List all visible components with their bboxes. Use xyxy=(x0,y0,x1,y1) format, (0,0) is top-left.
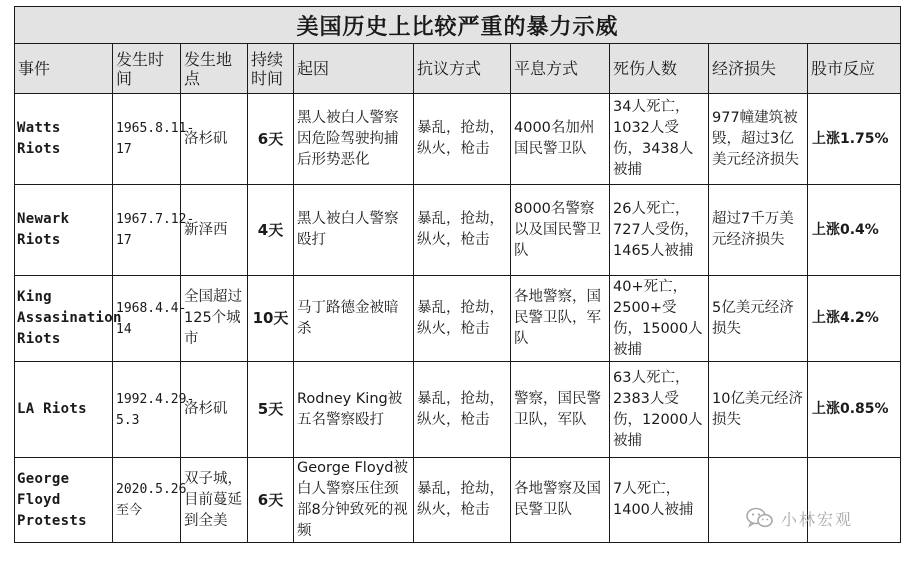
table-row xyxy=(15,276,901,362)
cell-cause: 黑人被白人警察殴打 xyxy=(294,185,414,276)
cell-casualties: 7人死亡，1400人被捕 xyxy=(610,458,709,543)
header-location: 发生地点 xyxy=(181,44,248,94)
watermark-text: 小林宏观 xyxy=(781,509,854,529)
cell-protest: 暴乱，抢劫，纵火，枪击 xyxy=(414,458,511,543)
cell-duration: 4天 xyxy=(248,185,294,276)
cell-location: 洛杉矶 xyxy=(181,94,248,185)
cell-protest: 暴乱，抢劫，纵火，枪击 xyxy=(414,276,511,362)
cell-market: 上涨1.75% xyxy=(808,94,901,185)
header-row xyxy=(15,44,901,94)
watermark xyxy=(745,506,853,530)
cell-casualties: 40+死亡，2500+受伤，15000人被捕 xyxy=(610,276,709,362)
cell-cause: George Floyd被白人警察压住颈部8分钟致死的视频 xyxy=(294,458,414,543)
cell-suppression: 4000名加州国民警卫队 xyxy=(511,94,610,185)
cell-event: King Assasination Riots xyxy=(15,276,113,362)
cell-casualties: 63人死亡，2383人受伤，12000人被捕 xyxy=(610,362,709,458)
cell-casualties: 34人死亡，1032人受伤，3438人被捕 xyxy=(610,94,709,185)
cell-market: 上涨0.4% xyxy=(808,185,901,276)
header-market: 股市反应 xyxy=(808,44,901,94)
cell-loss: 10亿美元经济损失 xyxy=(709,362,808,458)
cell-location: 双子城，目前蔓延到全美 xyxy=(181,458,248,543)
table-row xyxy=(15,362,901,458)
header-casualties: 死伤人数 xyxy=(610,44,709,94)
cell-location: 洛杉矶 xyxy=(181,362,248,458)
riots-table-container xyxy=(14,6,900,543)
cell-suppression: 8000名警察以及国民警卫队 xyxy=(511,185,610,276)
cell-event: George Floyd Protests xyxy=(15,458,113,543)
cell-event: LA Riots xyxy=(15,362,113,458)
cell-duration: 6天 xyxy=(248,458,294,543)
table-title: 美国历史上比较严重的暴力示威 xyxy=(15,7,901,44)
header-suppression: 平息方式 xyxy=(511,44,610,94)
cell-casualties: 26人死亡，727人受伤，1465人被捕 xyxy=(610,185,709,276)
header-event: 事件 xyxy=(15,44,113,94)
cell-duration: 5天 xyxy=(248,362,294,458)
cell-suppression: 各地警察，国民警卫队，军队 xyxy=(511,276,610,362)
riots-table xyxy=(14,6,901,543)
cell-location: 新泽西 xyxy=(181,185,248,276)
cell-date: 2020.5.26至今 xyxy=(113,458,181,543)
title-row xyxy=(15,7,901,44)
table-row xyxy=(15,94,901,185)
cell-duration: 6天 xyxy=(248,94,294,185)
header-protest: 抗议方式 xyxy=(414,44,511,94)
wechat-icon xyxy=(745,506,775,530)
cell-duration: 10天 xyxy=(248,276,294,362)
cell-loss: 977幢建筑被毁，超过3亿美元经济损失 xyxy=(709,94,808,185)
cell-market: 上涨0.85% xyxy=(808,362,901,458)
cell-event: Newark Riots xyxy=(15,185,113,276)
cell-date: 1965.8.11-17 xyxy=(113,94,181,185)
cell-suppression: 各地警察及国民警卫队 xyxy=(511,458,610,543)
header-duration: 持续时间 xyxy=(248,44,294,94)
header-date: 发生时间 xyxy=(113,44,181,94)
cell-loss: 5亿美元经济损失 xyxy=(709,276,808,362)
cell-cause: Rodney King被五名警察殴打 xyxy=(294,362,414,458)
header-loss: 经济损失 xyxy=(709,44,808,94)
cell-location: 全国超过125个城市 xyxy=(181,276,248,362)
cell-date: 1968.4.4-14 xyxy=(113,276,181,362)
cell-cause: 马丁路德金被暗杀 xyxy=(294,276,414,362)
cell-suppression: 警察，国民警卫队，军队 xyxy=(511,362,610,458)
cell-cause: 黑人被白人警察因危险驾驶拘捕后形势恶化 xyxy=(294,94,414,185)
cell-protest: 暴乱，抢劫，纵火，枪击 xyxy=(414,185,511,276)
cell-protest: 暴乱，抢劫，纵火，枪击 xyxy=(414,94,511,185)
cell-protest: 暴乱，抢劫，纵火，枪击 xyxy=(414,362,511,458)
cell-loss: 超过7千万美元经济损失 xyxy=(709,185,808,276)
table-row xyxy=(15,185,901,276)
header-cause: 起因 xyxy=(294,44,414,94)
cell-date: 1967.7.12-17 xyxy=(113,185,181,276)
cell-market: 上涨4.2% xyxy=(808,276,901,362)
cell-event: Watts Riots xyxy=(15,94,113,185)
cell-date: 1992.4.29-5.3 xyxy=(113,362,181,458)
